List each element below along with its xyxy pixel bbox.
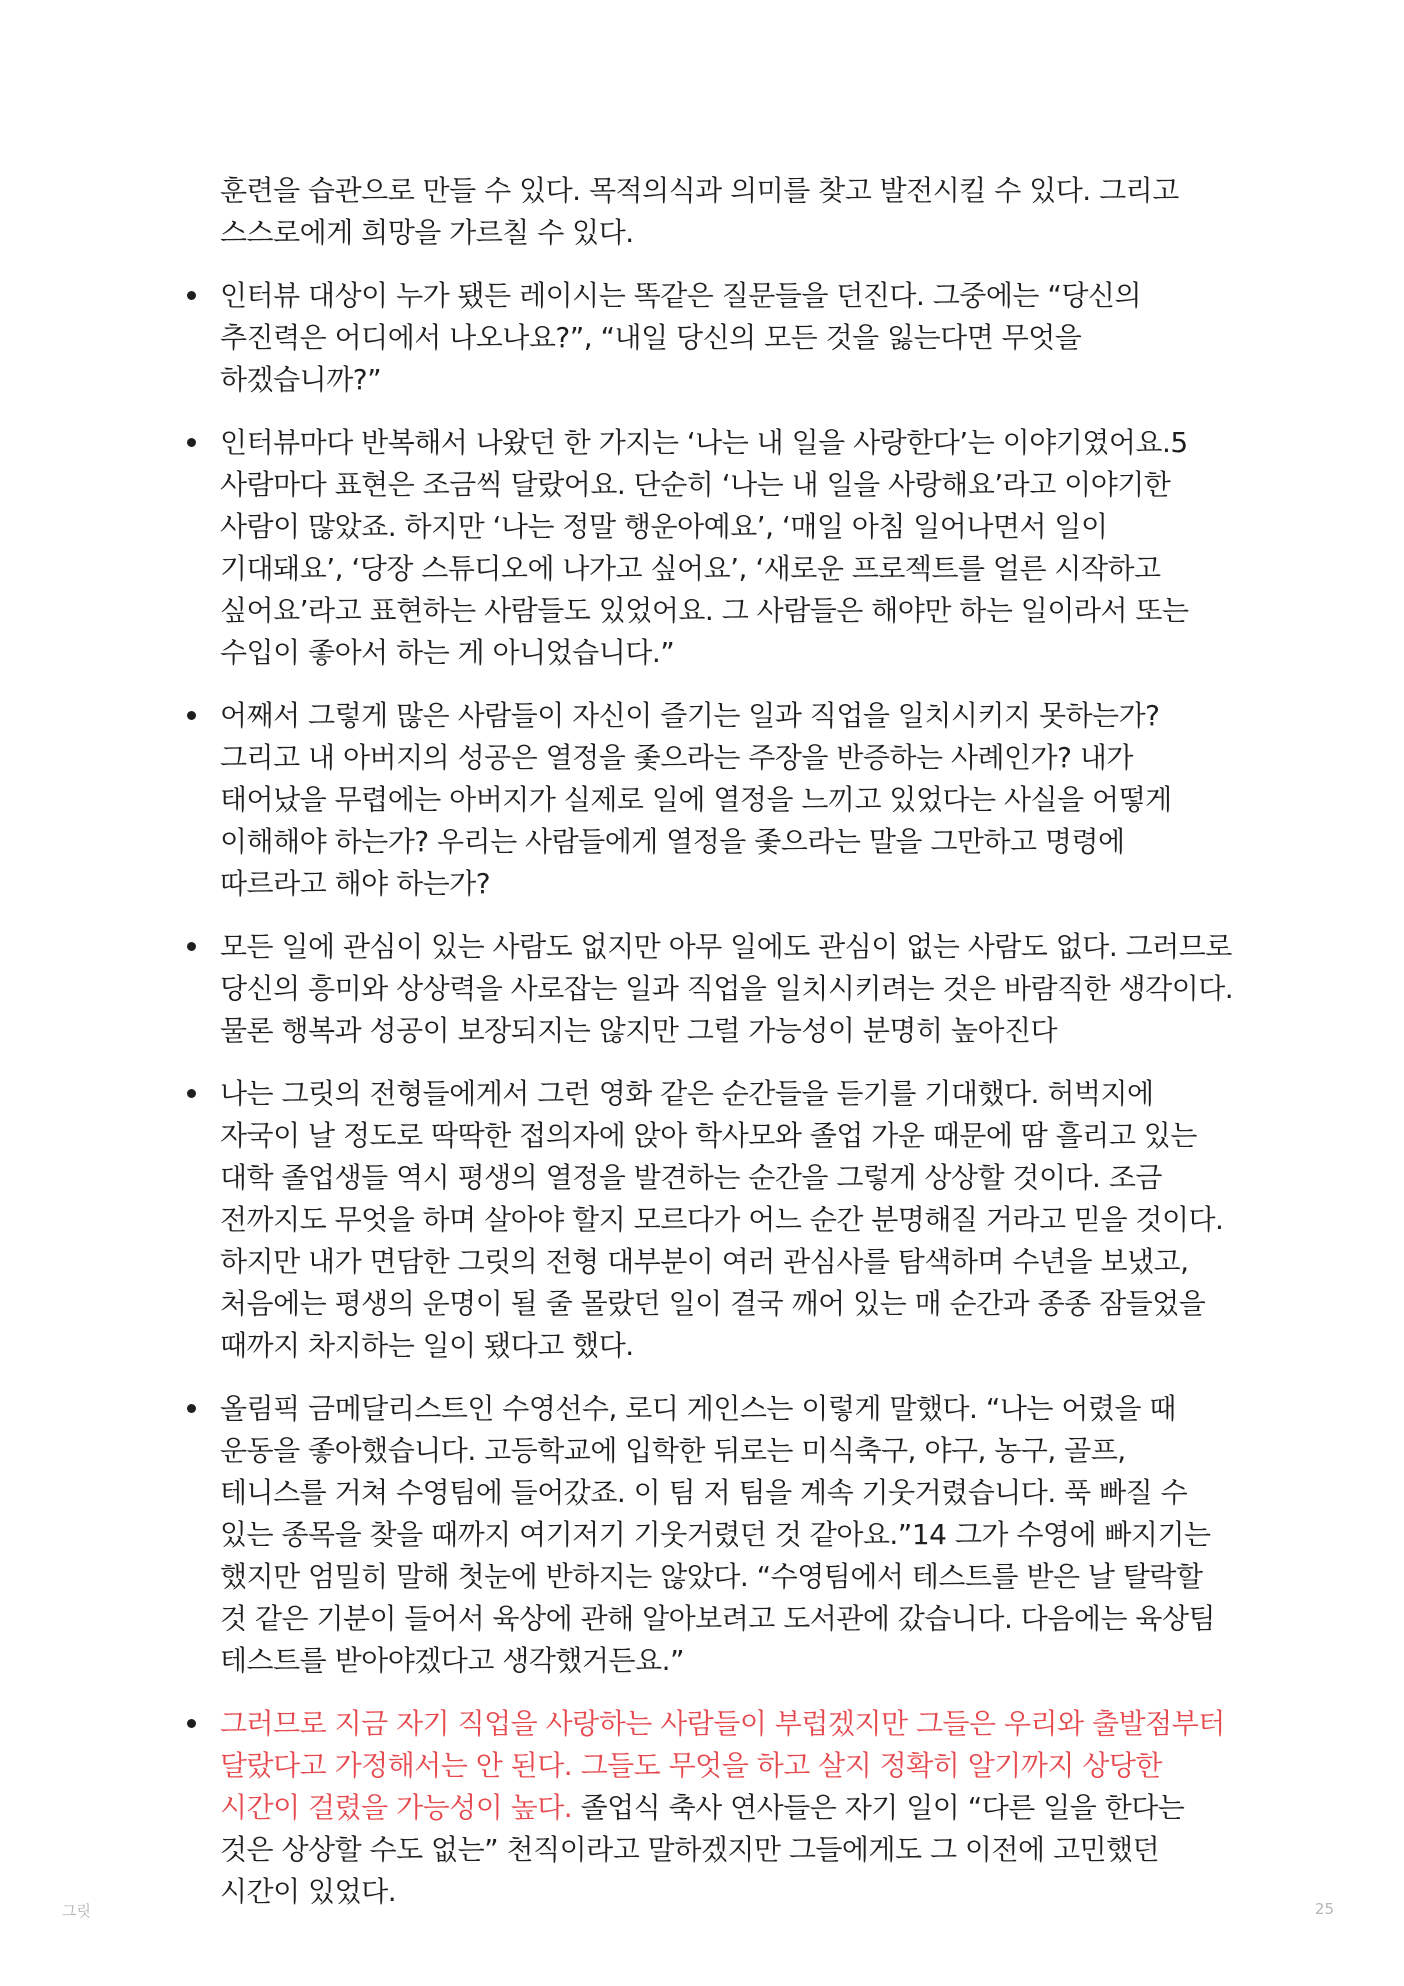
- bullet-icon: [187, 1089, 196, 1098]
- note-item: [220, 1388, 1236, 1682]
- note-item-highlighted: [220, 1703, 1236, 1913]
- bullet-icon: [187, 1404, 196, 1413]
- note-text: 나는 그릿의 전형들에게서 그런 영화 같은 순간들을 듣기를 기대했다. 허벅지에 자국이 날 정도로 딱딱한 접의자에 앉아 학사모와 졸업 가운 때문에 땀 흘리고 있는 대학 졸업생들 역시 평생의 열정을 발견하는 순간을 그렇게 상상할 것이다. 조금 전까지도 무엇을 하며 살아야 할지 모르다가 어느 순간 분명해질 거라고 믿을 것이다. 하지만 내가 면담한 그릿의 전형 대부분이 여러 관심사를 탐색하며 수년을 보냈고, 처음에는 평생의 운명이 될 줄 몰랐던 일이 결국 깨어 있는 매 순간과 종종 잠들었을 때까지 차지하는 일이 됐다고 했다.: [220, 1077, 1224, 1362]
- note-text: 인터뷰마다 반복해서 나왔던 한 가지는 ‘나는 내 일을 사랑한다’는 이야기였어요.5 사람마다 표현은 조금씩 달랐어요. 단순히 ‘나는 내 일을 사랑해요’라고 이야기한 사람이 많았죠. 하지만 ‘나는 정말 행운아예요’, ‘매일 아침 일어나면서 일이 기대돼요’, ‘당장 스튜디오에 나가고 싶어요’, ‘새로운 프로젝트를 얼른 시작하고 싶어요’라고 표현하는 사람들도 있었어요. 그 사람들은 해야만 하는 일이라서 또는 수입이 좋아서 하는 게 아니었습니다.”: [220, 426, 1189, 669]
- highlighted-text: 그러므로 지금 자기 직업을 사랑하는 사람들이 부럽겠지만 그들은 우리와 출발점부터 달랐다고 가정해서는 안 된다. 그들도 무엇을 하고 살지 정확히 알기까지 상당한 시간이 걸렸을 가능성이 높다.: [220, 1707, 1225, 1824]
- bullet-icon: [187, 1719, 196, 1728]
- note-item: [220, 422, 1236, 674]
- note-item: [220, 926, 1236, 1052]
- note-text: 올림픽 금메달리스트인 수영선수, 로디 게인스는 이렇게 말했다. “나는 어렸을 때 운동을 좋아했습니다. 고등학교에 입학한 뒤로는 미식축구, 야구, 농구, 골프, 테니스를 거쳐 수영팀에 들어갔죠. 이 팀 저 팀을 계속 기웃거렸습니다. 푹 빠질 수 있는 종목을 찾을 때까지 여기저기 기웃거렸던 것 같아요.”14 그가 수영에 빠지기는 했지만 엄밀히 말해 첫눈에 반하지는 않았다. “수영팀에서 테스트를 받은 날 탈락할 것 같은 기분이 들어서 육상에 관해 알아보려고 도서관에 갔습니다. 다음에는 육상팀 테스트를 받아야겠다고 생각했거든요.”: [220, 1392, 1216, 1677]
- note-item: [220, 695, 1236, 905]
- bullet-icon: [187, 438, 196, 447]
- footer-page-number: 25: [1314, 1900, 1334, 1918]
- note-item: [220, 1073, 1236, 1367]
- bullet-icon: [187, 711, 196, 720]
- note-text: 모든 일에 관심이 있는 사람도 없지만 아무 일에도 관심이 없는 사람도 없다. 그러므로 당신의 흥미와 상상력을 사로잡는 일과 직업을 일치시키려는 것은 바람직한 생각이다. 물론 행복과 성공이 보장되지는 않지만 그럴 가능성이 분명히 높아진다: [220, 930, 1234, 1047]
- note-item: [220, 275, 1236, 401]
- page-content: [220, 170, 1236, 1934]
- bullet-icon: [187, 291, 196, 300]
- footer-book-title: 그릿: [62, 1902, 91, 1920]
- bullet-icon: [187, 942, 196, 951]
- note-text: 어째서 그렇게 많은 사람들이 자신이 즐기는 일과 직업을 일치시키지 못하는가? 그리고 내 아버지의 성공은 열정을 좇으라는 주장을 반증하는 사례인가? 내가 태어났을 무렵에는 아버지가 실제로 일에 열정을 느끼고 있었다는 사실을 어떻게 이해해야 하는가? 우리는 사람들에게 열정을 좇으라는 말을 그만하고 명령에 따르라고 해야 하는가?: [220, 699, 1172, 900]
- intro-paragraph: 훈련을 습관으로 만들 수 있다. 목적의식과 의미를 찾고 발전시킬 수 있다. 그리고 스스로에게 희망을 가르칠 수 있다.: [220, 174, 1179, 249]
- notes-list: [220, 275, 1236, 1913]
- note-text: 졸업식 축사 연사들은 자기 일이 “다른 일을 한다는 것은 상상할 수도 없는” 천직이라고 말하겠지만 그들에게도 그 이전에 고민했던 시간이 있었다.: [220, 1791, 1185, 1908]
- note-text: 인터뷰 대상이 누가 됐든 레이시는 똑같은 질문들을 던진다. 그중에는 “당신의 추진력은 어디에서 나오나요?”, “내일 당신의 모든 것을 잃는다면 무엇을 하겠습니까?”: [220, 279, 1142, 396]
